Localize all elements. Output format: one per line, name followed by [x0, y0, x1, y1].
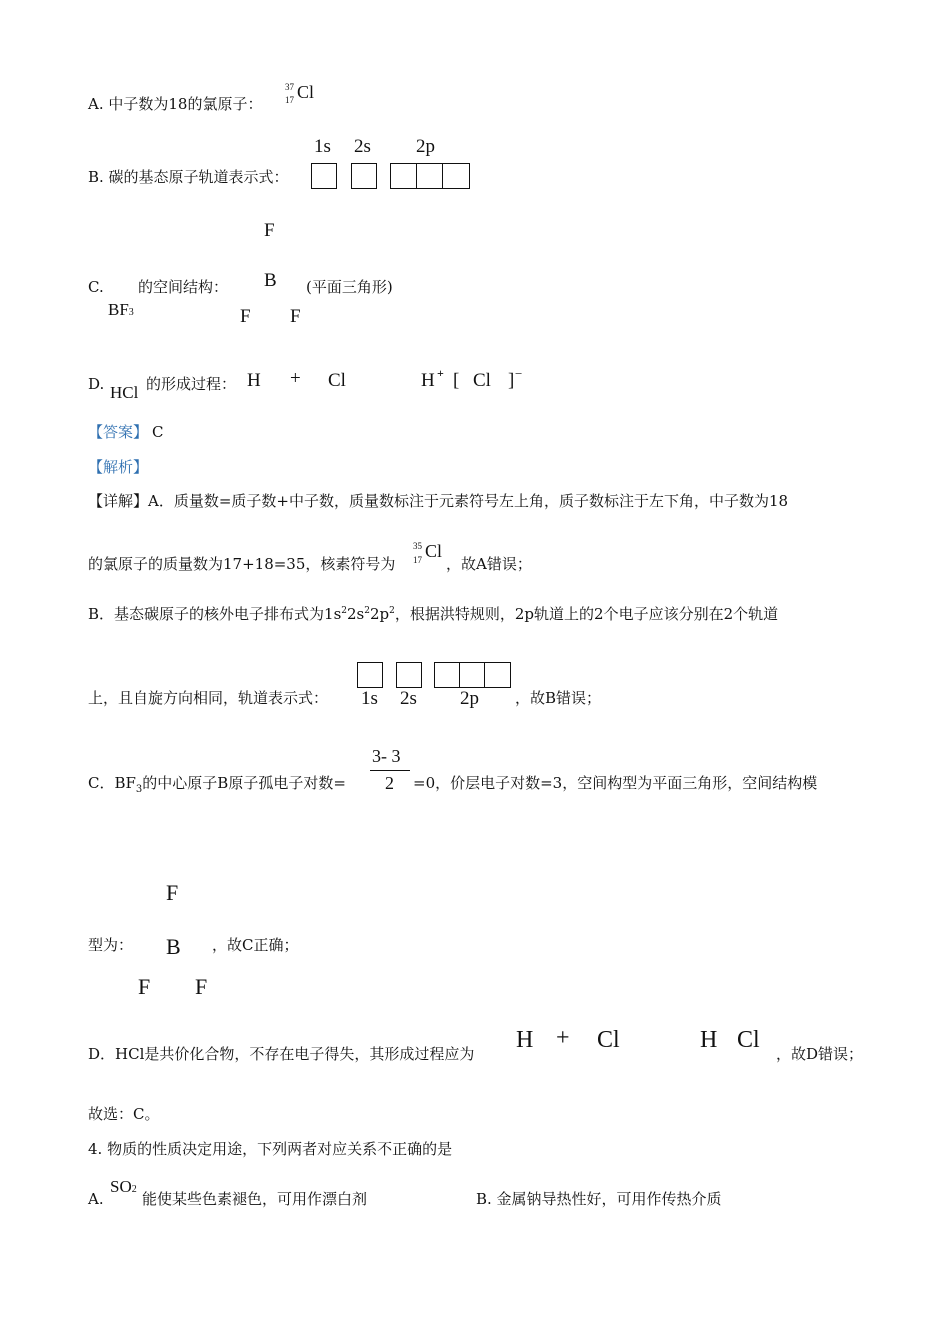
question-4-stem: 4. 物质的性质决定用途，下列两者对应关系不正确的是 — [88, 1140, 453, 1158]
orbital-box-2p-1 — [390, 163, 417, 189]
atom-h-ion: H — [421, 370, 435, 391]
analysis-label: 【解析】 — [88, 458, 149, 476]
orbital-label-2p-correct: 2p — [460, 688, 479, 709]
bracket-right: ] — [508, 370, 515, 391]
option-a-atomic-number: 17 — [285, 95, 294, 105]
orbital-box-2p-3-correct — [484, 662, 511, 688]
answer-label: 【答案】 — [88, 423, 149, 441]
atom-f-right: F — [290, 306, 301, 327]
detail-a-line1: 【详解】A．质量数=质子数+中子数，质量数标注于元素符号左上角，质子数标注于左下角，中子数为18 — [88, 492, 789, 510]
detail-b-line2-pre: 上，且自旋方向相同，轨道表示式： — [88, 689, 329, 707]
detail-a-atomic-number: 17 — [413, 555, 422, 565]
detail-b-line2-post: ，故B错误； — [515, 689, 602, 707]
atom-f-top: F — [264, 220, 275, 241]
atom-f-left: F — [240, 306, 251, 327]
detail-b-line1: B．基态碳原子的核外电子排布式为$1s^22s^22p^2$，根据洪特规则，2p轨道上的2个电子应该分别在2个轨道 — [88, 605, 779, 623]
option-a-mass-number: 37 — [285, 82, 294, 92]
atom-cl: Cl — [328, 370, 346, 391]
detail-d-line-post: ，故D错误； — [776, 1045, 864, 1063]
detail-a-line2-pre: 的氯原子的质量数为17+18=35，核素符号为 — [88, 555, 396, 573]
detail-d-line-pre: D．HCl是共价化合物，不存在电子得失，其形成过程应为 — [88, 1045, 475, 1063]
atom-h-detail: H — [516, 1027, 534, 1053]
atom-cl-detail: Cl — [597, 1027, 620, 1053]
orbital-label-2s-correct: 2s — [400, 688, 417, 709]
detail-c-line2-pre: 型为： — [88, 936, 134, 954]
orbital-box-2p-2 — [416, 163, 443, 189]
negative-charge: − — [515, 366, 523, 381]
atom-b-center: B — [264, 270, 277, 291]
option-a-text: A. 中子数为18的氯原子： — [88, 95, 263, 113]
detail-a-line2-post: ，故A错误； — [446, 555, 532, 573]
fraction-numerator: 3- 3 — [372, 746, 401, 766]
atom-h: H — [247, 370, 261, 391]
option-c-label: C. — [88, 278, 104, 296]
option-c-text: 的空间结构： — [138, 278, 229, 296]
atom-cl-ion: Cl — [473, 370, 491, 391]
atom-f-right-detail: F — [195, 974, 208, 999]
atom-f-left-detail: F — [138, 974, 151, 999]
question-4-option-b-text: B. 金属钠导热性好，可用作传热介质 — [476, 1190, 722, 1208]
detail-c-line2-post: ，故C正确； — [212, 936, 299, 954]
question-4-option-a-formula: SO2 — [110, 1177, 137, 1196]
question-4-option-a-text: 能使某些色素褪色，可用作漂白剂 — [142, 1190, 368, 1208]
orbital-box-2s-correct — [396, 662, 422, 688]
option-d-formula: HCl — [110, 383, 139, 402]
detail-a-symbol: Cl — [425, 541, 443, 561]
orbital-box-2s — [351, 163, 377, 189]
orbital-box-1s-correct — [357, 662, 383, 688]
positive-charge: + — [437, 366, 444, 380]
orbital-label-2s: 2s — [354, 136, 371, 157]
option-b-text: B. 碳的基态原子轨道表示式： — [88, 168, 289, 186]
atom-h-product: H — [700, 1027, 718, 1053]
bracket-left: [ — [453, 370, 460, 391]
detail-c-line1-pre: C．$BF_3$的中心原子B原子孤电子对数= — [88, 774, 346, 795]
orbital-box-1s — [311, 163, 337, 189]
orbital-label-2p: 2p — [416, 136, 435, 157]
option-c-formula: BF3 — [108, 300, 134, 319]
orbital-box-2p-3 — [442, 163, 470, 189]
option-c-note: (平面三角形) — [306, 278, 393, 296]
plus-sign-detail: + — [556, 1025, 570, 1051]
option-d-text: 的形成过程： — [146, 375, 237, 393]
detail-a-mass-number: 35 — [413, 541, 422, 551]
option-d-label: D. — [88, 375, 105, 393]
orbital-label-1s: 1s — [314, 136, 331, 157]
atom-cl-product: Cl — [737, 1027, 760, 1053]
atom-b-center-detail: B — [166, 934, 181, 959]
fraction-bar — [370, 770, 410, 771]
option-a-symbol: Cl — [297, 82, 315, 102]
fraction-denominator: 2 — [385, 773, 394, 793]
answer-value: C — [152, 423, 164, 441]
atom-f-top-detail: F — [166, 880, 179, 905]
plus-sign: + — [290, 368, 301, 389]
detail-c-line1-post: =0，价层电子对数=3，空间构型为平面三角形，空间结构模 — [413, 774, 818, 792]
question-4-option-a-label: A. — [88, 1190, 104, 1208]
orbital-label-1s-correct: 1s — [361, 688, 378, 709]
conclusion: 故选：C。 — [88, 1105, 160, 1123]
